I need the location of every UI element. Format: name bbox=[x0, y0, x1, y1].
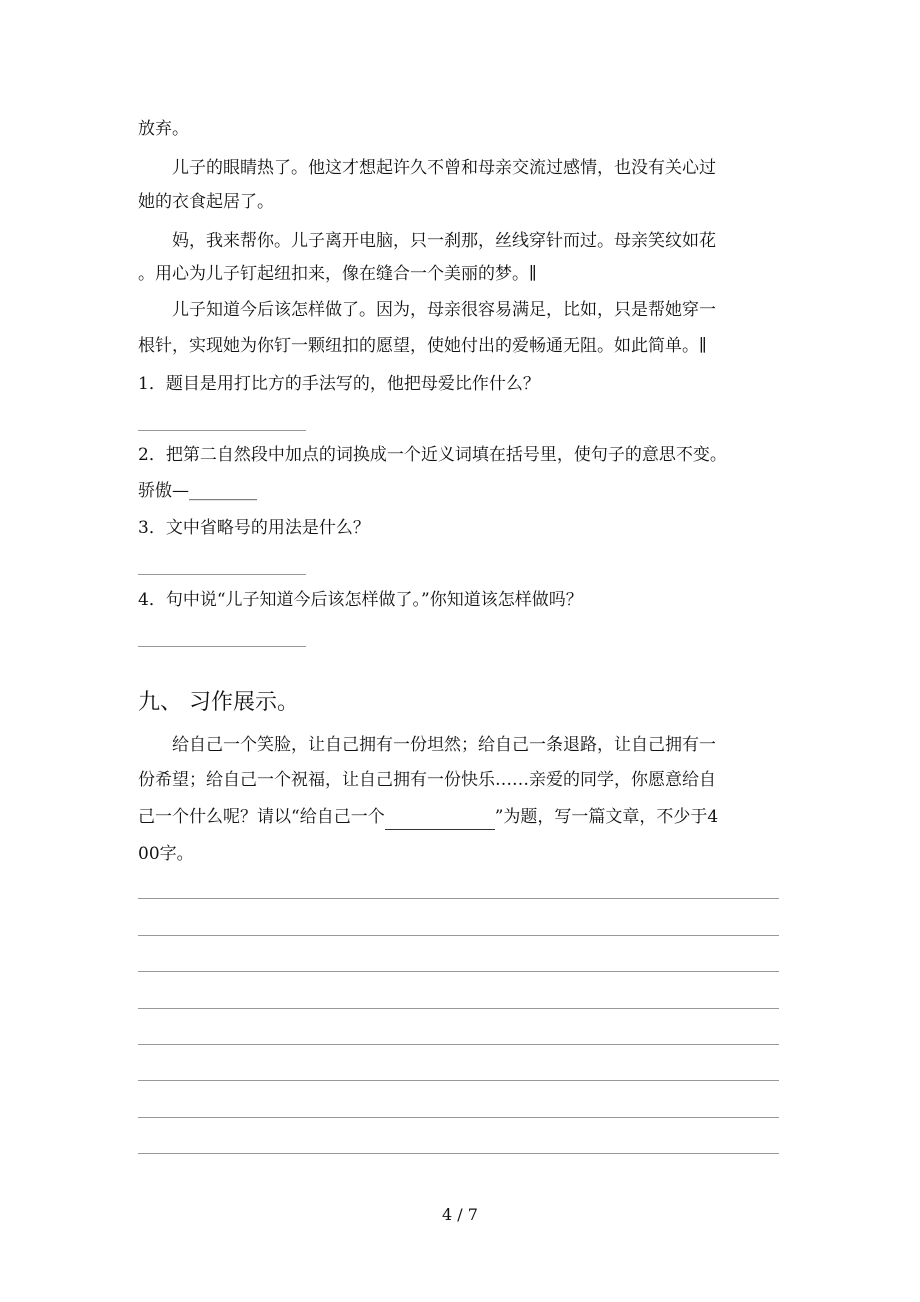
question-2: 2．把第二自然段中加点的词换成一个近义词填在括号里，使句子的意思不变。 bbox=[138, 445, 727, 465]
writing-line[interactable] bbox=[138, 1117, 779, 1118]
answer-blank-1[interactable] bbox=[138, 430, 306, 431]
writing-line[interactable] bbox=[138, 1080, 779, 1081]
passage-line: 放弃。 bbox=[138, 119, 189, 139]
writing-line[interactable] bbox=[138, 935, 779, 936]
passage-line: 根针，实现她为你钉一颗纽扣的愿望，使她付出的爱畅通无阻。如此简单。∥ bbox=[138, 336, 707, 356]
passage-line: 妈，我来帮你。儿子离开电脑，只一刹那，丝线穿针而过。母亲笑纹如花 bbox=[172, 231, 716, 251]
answer-blank-4[interactable] bbox=[138, 646, 306, 647]
writing-line[interactable] bbox=[138, 1044, 779, 1045]
question-4: 4．句中说“儿子知道今后该怎样做了。”你知道该怎样做吗？ bbox=[138, 590, 583, 610]
passage-line: 儿子知道今后该怎样做了。因为，母亲很容易满足，比如，只是帮她穿一 bbox=[172, 300, 716, 320]
answer-blank-2[interactable]: 骄傲—________ bbox=[138, 481, 257, 501]
passage-line: 。用心为儿子钉起纽扣来，像在缝合一个美丽的梦。∥ bbox=[138, 264, 537, 284]
prompt-line: 份希望；给自己一个祝福，让自己拥有一份快乐……亲爱的同学，你愿意给自 bbox=[138, 770, 716, 790]
question-3: 3．文中省略号的用法是什么？ bbox=[138, 518, 370, 538]
writing-line[interactable] bbox=[138, 898, 779, 899]
page-number: 4 / 7 bbox=[442, 1205, 478, 1224]
prompt-text: 己一个什么呢？请以“给自己一个 bbox=[138, 807, 385, 827]
writing-line[interactable] bbox=[138, 971, 779, 972]
prompt-line: 给自己一个笑脸，让自己拥有一份坦然；给自己一条退路，让自己拥有一 bbox=[172, 735, 716, 755]
passage-line: 儿子的眼睛热了。他这才想起许久不曾和母亲交流过感情，也没有关心过 bbox=[172, 158, 716, 178]
prompt-line: 00字。 bbox=[138, 844, 194, 864]
prompt-text: ”为题，写一篇文章，不少于4 bbox=[494, 807, 719, 827]
section-heading: 九、 习作展示。 bbox=[138, 690, 299, 715]
writing-line[interactable] bbox=[138, 1153, 779, 1154]
passage-line: 她的衣食起居了。 bbox=[138, 192, 274, 212]
prompt-line bbox=[138, 805, 718, 830]
title-blank[interactable] bbox=[385, 805, 495, 830]
answer-blank-3[interactable] bbox=[138, 574, 306, 575]
question-1: 1．题目是用打比方的手法写的，他把母爱比作什么？ bbox=[138, 374, 540, 394]
writing-line[interactable] bbox=[138, 1008, 779, 1009]
